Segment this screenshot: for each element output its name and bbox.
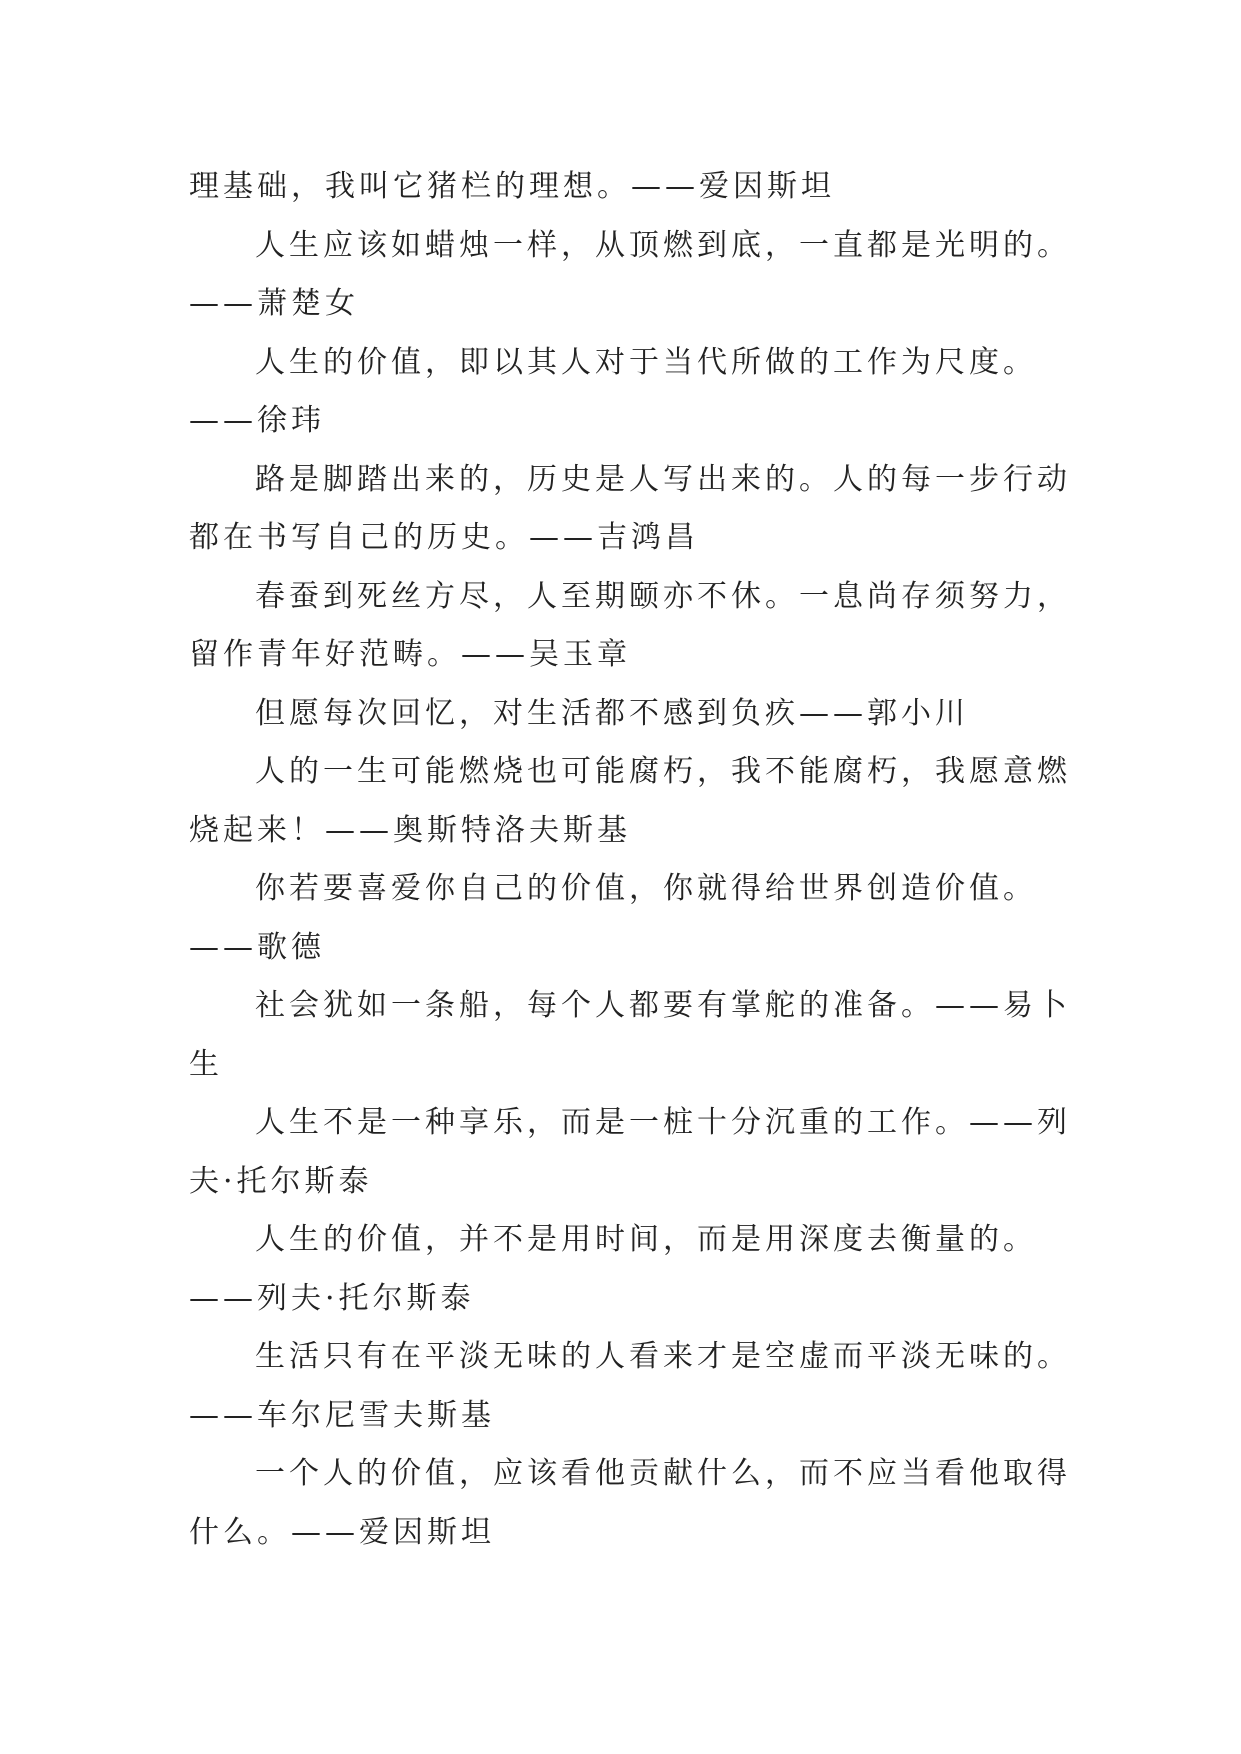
text-line: 烧起来！——奥斯特洛夫斯基 <box>189 812 631 848</box>
text-line: ——徐玮 <box>189 403 325 438</box>
text-line: 你若要喜爱你自己的价值，你就得给世界创造价值。 <box>255 871 1037 906</box>
text-line: ——列夫·托尔斯泰 <box>189 1280 475 1316</box>
text-line: ——车尔尼雪夫斯基 <box>189 1397 495 1433</box>
paragraph <box>189 685 1069 744</box>
text-line: 理基础，我叫它猪栏的理想。——爱因斯坦 <box>189 169 835 204</box>
paragraph <box>189 568 1069 685</box>
text-line: 生 <box>189 1046 223 1082</box>
text-line: 留作青年好范畴。——吴玉章 <box>189 637 631 672</box>
text-line: 社会犹如一条船，每个人都要有掌舵的准备。——易卜 <box>255 988 1071 1023</box>
paragraph <box>189 977 1069 1094</box>
text-line: 一个人的价值，应该看他贡献什么，而不应当看他取得 <box>255 1456 1071 1491</box>
paragraph <box>189 451 1069 568</box>
paragraph <box>189 1328 1069 1445</box>
text-line: 人生应该如蜡烛一样，从顶燃到底，一直都是光明的。 <box>255 227 1071 263</box>
text-line: 人生不是一种享乐，而是一桩十分沉重的工作。——列 <box>255 1105 1071 1140</box>
paragraph <box>189 1211 1069 1328</box>
text-line: 但愿每次回忆，对生活都不感到负疚——郭小川 <box>255 695 969 731</box>
text-line: 人生的价值，并不是用时间，而是用深度去衡量的。 <box>255 1222 1037 1257</box>
text-line: ——萧楚女 <box>189 286 359 321</box>
paragraph <box>189 860 1069 977</box>
text-line: 春蚕到死丝方尽，人至期颐亦不休。一息尚存须努力， <box>255 578 1071 614</box>
text-line: ——歌德 <box>189 929 325 965</box>
paragraph <box>189 217 1069 334</box>
paragraph <box>189 743 1069 860</box>
paragraph <box>189 1445 1069 1562</box>
text-line: 路是脚踏出来的，历史是人写出来的。人的每一步行动 <box>255 461 1071 497</box>
text-line: 什么。——爱因斯坦 <box>189 1514 495 1550</box>
text-line: 都在书写自己的历史。——吉鸿昌 <box>189 520 699 555</box>
text-line: 人的一生可能燃烧也可能腐朽，我不能腐朽，我愿意燃 <box>255 754 1071 789</box>
text-line: 夫·托尔斯泰 <box>189 1163 373 1199</box>
text-line: 人生的价值，即以其人对于当代所做的工作为尺度。 <box>255 344 1037 380</box>
paragraph <box>189 158 1069 217</box>
paragraph <box>189 334 1069 451</box>
text-line: 生活只有在平淡无味的人看来才是空虚而平淡无味的。 <box>255 1339 1071 1374</box>
paragraph <box>189 1094 1069 1211</box>
document-body <box>189 158 1069 1562</box>
